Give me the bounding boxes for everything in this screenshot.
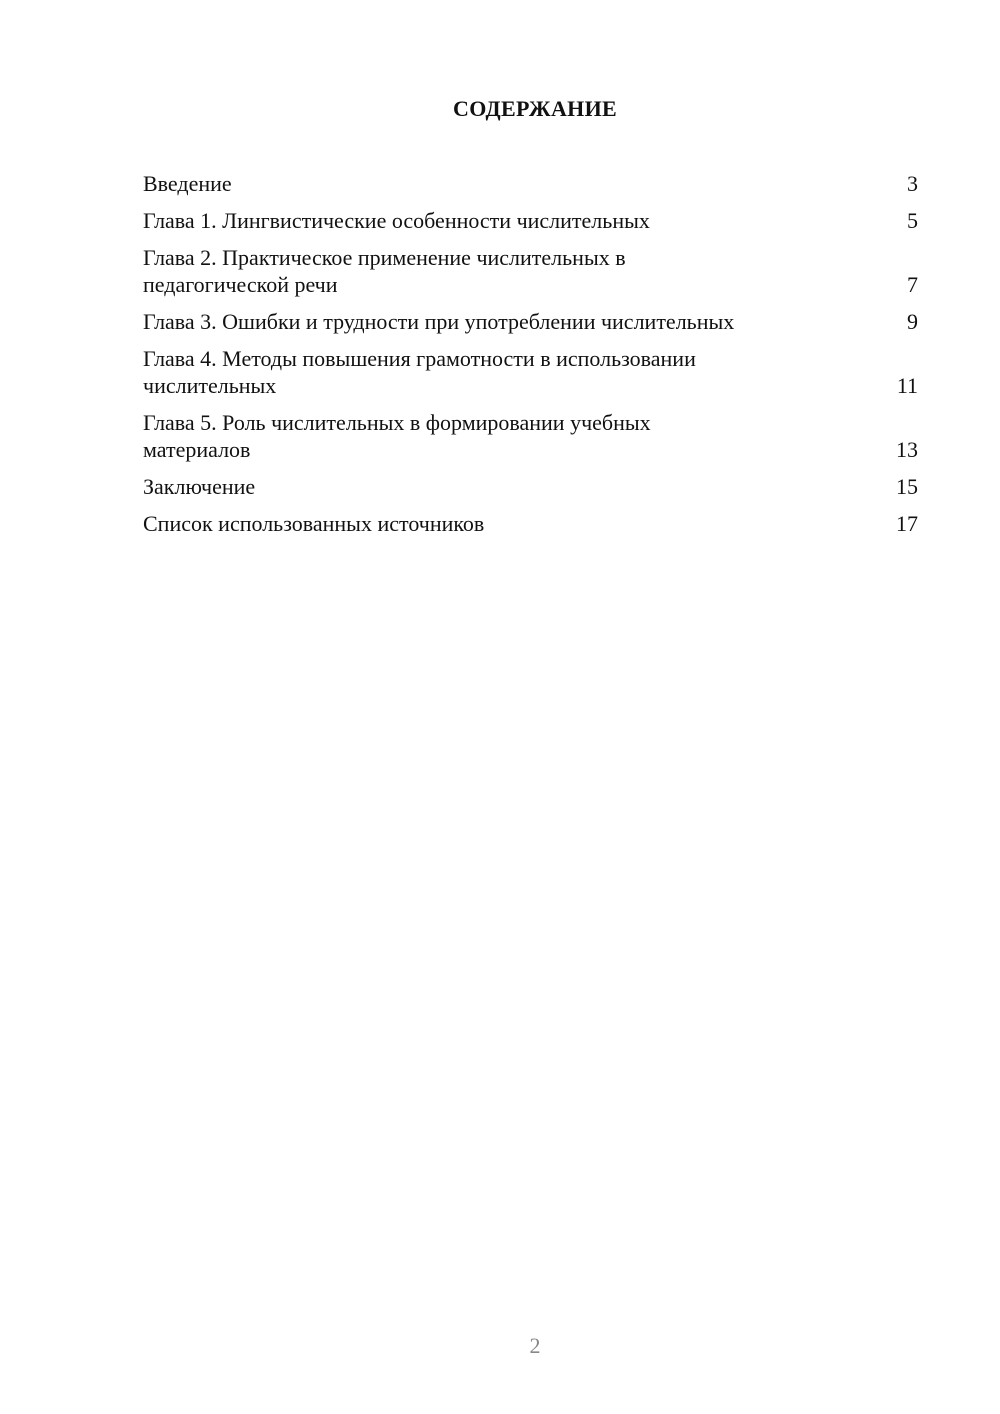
toc-entry-page: 17 [896,511,918,536]
toc-entry-page: 3 [907,171,918,196]
toc-entry-title: Глава 2. Практическое применение числительных в педагогической речи [143,245,626,297]
toc-entry-page: 7 [907,272,918,297]
toc-entry-page: 5 [907,208,918,233]
toc-entry-chapter-2 [143,244,918,298]
toc-entry-page: 13 [896,437,918,462]
toc-entry-page: 11 [896,373,918,398]
page-number: 2 [529,1333,541,1358]
toc-entry-chapter-3 [143,308,918,335]
toc-entry-page: 9 [907,309,918,334]
toc-entry-title: Глава 1. Лингвистические особенности числительных [143,208,650,233]
toc-entry-chapter-1 [143,207,918,234]
toc-entry-references [143,510,918,537]
toc-entry-page: 15 [896,474,918,499]
toc-entry-chapter-5 [143,409,918,463]
table-of-contents [143,170,918,547]
page-title: СОДЕРЖАНИЕ [453,96,617,121]
toc-entry-chapter-4 [143,345,918,399]
toc-entry-conclusion [143,473,918,500]
toc-entry-title: Глава 5. Роль числительных в формировании учебных материалов [143,410,651,462]
toc-entry-title: Список использованных источников [143,511,485,536]
toc-entry-title: Глава 4. Методы повышения грамотности в использовании числительных [143,346,696,398]
toc-entry-introduction [143,170,918,197]
toc-entry-title: Введение [143,171,232,196]
toc-entry-title: Заключение [143,474,256,499]
toc-entry-title: Глава 3. Ошибки и трудности при употреблении числительных [143,309,735,334]
